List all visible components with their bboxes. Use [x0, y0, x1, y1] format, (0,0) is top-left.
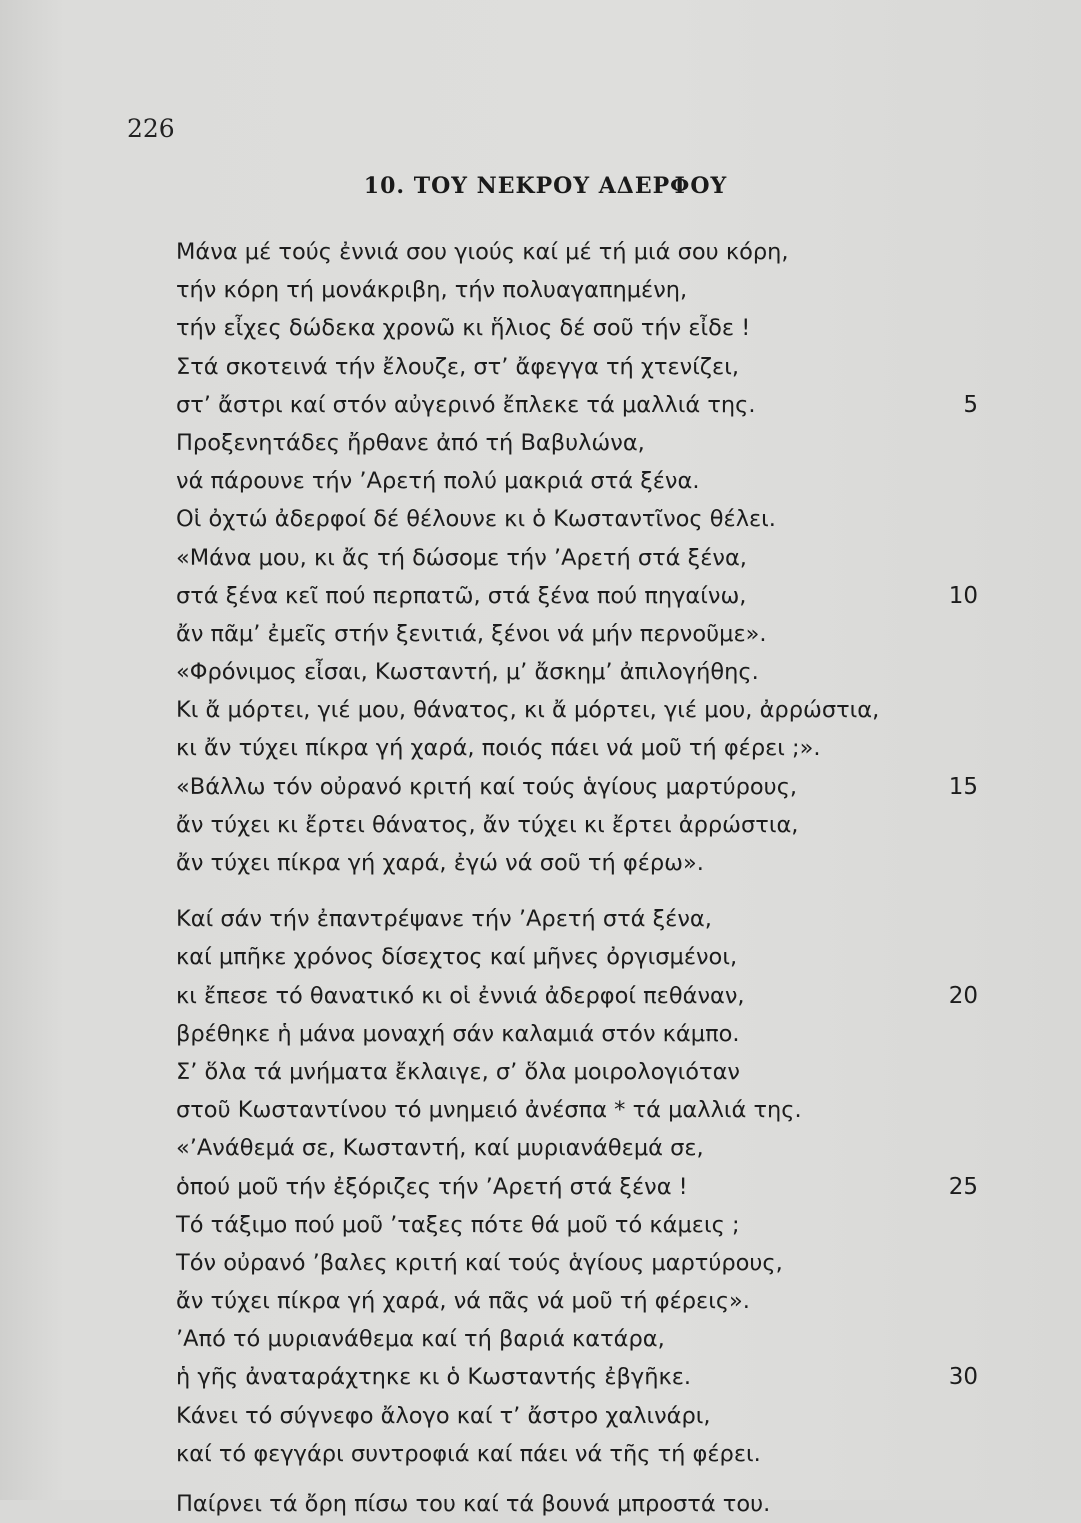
poem-line-text: «Φρόνιμος εἶσαι, Κωσταντή, μ’ ἄσκημ’ ἀπιλογήθης. [176, 659, 759, 686]
poem-line [176, 1129, 986, 1167]
poem-line [176, 1358, 986, 1396]
poem-line-text: ὁπού μοῦ τήν ἐξόριζες τήν ’Αρετή στά ξένα ! [176, 1173, 688, 1200]
poem-line-text: «Βάλλω τόν οὐρανό κριτή καί τούς ἁγίους μαρτύρους, [176, 773, 798, 800]
poem-line [176, 1244, 986, 1282]
poem-line [176, 539, 986, 577]
poem-line [176, 1282, 986, 1320]
stanza-gap [176, 1473, 986, 1485]
poem-line [176, 1053, 986, 1091]
poem-line-text: Σ’ ὅλα τά μνήματα ἔκλαιγε, σ’ ὅλα μοιρολογιόταν [176, 1058, 740, 1085]
poem-line [176, 844, 986, 882]
poem-title: 10. ΤΟΥ ΝΕΚΡΟΥ ΑΔΕΡΦΟΥ [363, 173, 728, 199]
poem-line-text: ἡ γῆς ἀναταράχτηκε κι ὁ Κωσταντής ἐβγῆκε. [176, 1364, 692, 1391]
stanza-gap [176, 882, 986, 900]
poem-line [176, 1485, 986, 1523]
poem-line-text: καί τό φεγγάρι συντροφιά καί πάει νά τῆς τή φέρει. [176, 1440, 761, 1467]
poem-line-text: τήν εἶχες δώδεκα χρονῶ κι ἥλιος δέ σοῦ τήν εἶδε ! [176, 315, 751, 342]
poem-line [176, 1091, 986, 1129]
line-number: 30 [948, 1364, 978, 1391]
poem-line-text: Μάνα μέ τούς ἐννιά σου γιούς καί μέ τή μιά σου κόρη, [176, 239, 789, 265]
poem-line [176, 1015, 986, 1053]
poem-line [176, 271, 986, 309]
stanza-2 [176, 900, 986, 1473]
poem-line-text: Κι ἄ μόρτει, γιέ μου, θάνατος, κι ἄ μόρτει, γιέ μου, ἀρρώστια, [176, 697, 880, 724]
poem-line [176, 1435, 986, 1473]
poem-line [176, 806, 986, 844]
poem-line-text: ἄν τύχει πίκρα γή χαρά, ἐγώ νά σοῦ τή φέρω». [176, 850, 704, 876]
poem-line-text: Τό τάξιμο πού μοῦ ’ταξες πότε θά μοῦ τό κάμεις ; [176, 1211, 740, 1238]
poem-line [176, 233, 986, 271]
poem-line-text: Κάνει τό σύγνεφο ἄλογο καί τ’ ἄστρο χαλινάρι, [176, 1402, 711, 1429]
poem-line [176, 1320, 986, 1358]
poem-line-text: Παίρνει τά ὄρη πίσω του καί τά βουνά μπροστά του. [176, 1491, 771, 1517]
poem-line-text: ἄν τύχει κι ἔρτει θάνατος, ἄν τύχει κι ἔρτει ἀρρώστια, [176, 811, 799, 838]
poem-line-text: κι ἔπεσε τό θανατικό κι οἱ ἐννιά ἀδερφοί πεθάναν, [176, 982, 745, 1009]
stanza-3 [176, 1485, 986, 1523]
line-number: 10 [948, 582, 978, 609]
poem-line [176, 1168, 986, 1206]
page-number: 226 [127, 114, 175, 143]
poem-line-text: ἄν τύχει πίκρα γή χαρά, νά πᾶς νά μοῦ τή φέρεις». [176, 1288, 750, 1315]
poem-line-text: Προξενητάδες ἤρθανε ἀπό τή Βαβυλώνα, [176, 429, 645, 456]
stanza-1 [176, 233, 986, 882]
poem-line-text: Οἱ ὀχτώ ἀδερφοί δέ θέλουνε κι ὁ Κωσταντῖνος θέλει. [176, 506, 776, 533]
poem-line-text: στοῦ Κωσταντίνου τό μνημειό ἀνέσπα * τά μαλλιά της. [176, 1097, 802, 1124]
line-number: 20 [948, 982, 978, 1009]
poem-line-text: «’Ανάθεμά σε, Κωσταντή, καί μυριανάθεμά σε, [176, 1135, 704, 1162]
poem-line-text: «Μάνα μου, κι ἄς τή δώσομε τήν ’Αρετή στά ξένα, [176, 544, 747, 571]
poem-line-text: τήν κόρη τή μονάκριβη, τήν πολυαγαπημένη, [176, 277, 688, 304]
poem-line [176, 1206, 986, 1244]
poem-line [176, 1397, 986, 1435]
line-number: 25 [948, 1173, 978, 1200]
poem-line [176, 653, 986, 691]
poem-line-text: ἄν πᾶμ’ ἐμεῖς στήν ξενιτιά, ξένοι νά μήν περνοῦμε». [176, 620, 767, 647]
poem-line [176, 938, 986, 976]
poem-line-text: Στά σκοτεινά τήν ἔλουζε, στ’ ἄφεγγα τή χτενίζει, [176, 353, 739, 380]
poem-line [176, 462, 986, 500]
poem-line-text: Καί σάν τήν ἐπαντρέψανε τήν ’Αρετή στά ξένα, [176, 906, 712, 933]
poem-line [176, 348, 986, 386]
poem-line [176, 768, 986, 806]
poem-line [176, 691, 986, 729]
poem-line [176, 977, 986, 1015]
poem-line [176, 386, 986, 424]
line-number: 15 [948, 773, 978, 800]
poem-line [176, 424, 986, 462]
poem-line-text: κι ἄν τύχει πίκρα γή χαρά, ποιός πάει νά μοῦ τή φέρει ;». [176, 735, 821, 762]
poem-body [176, 233, 986, 1523]
poem-line-text: Τόν οὐρανό ’βαλες κριτή καί τούς ἁγίους μαρτύρους, [176, 1249, 783, 1276]
poem-line-text: στ’ ἄστρι καί στόν αὐγερινό ἔπλεκε τά μαλλιά της. [176, 391, 756, 418]
line-number: 5 [963, 391, 978, 418]
poem-line [176, 309, 986, 347]
poem-line-text: καί μπῆκε χρόνος δίσεχτος καί μῆνες ὀργισμένοι, [176, 944, 738, 971]
poem-line [176, 729, 986, 767]
poem-line [176, 900, 986, 938]
poem-line-text: στά ξένα κεῖ πού περπατῶ, στά ξένα πού πηγαίνω, [176, 582, 747, 609]
poem-line [176, 500, 986, 538]
poem-line-text: ’Από τό μυριανάθεμα καί τή βαριά κατάρα, [176, 1326, 665, 1353]
poem-line [176, 615, 986, 653]
poem-line-text: νά πάρουνε τήν ’Αρετή πολύ μακριά στά ξένα. [176, 468, 700, 495]
poem-line-text: βρέθηκε ἡ μάνα μοναχή σάν καλαμιά στόν κάμπο. [176, 1020, 740, 1047]
poem-line [176, 577, 986, 615]
